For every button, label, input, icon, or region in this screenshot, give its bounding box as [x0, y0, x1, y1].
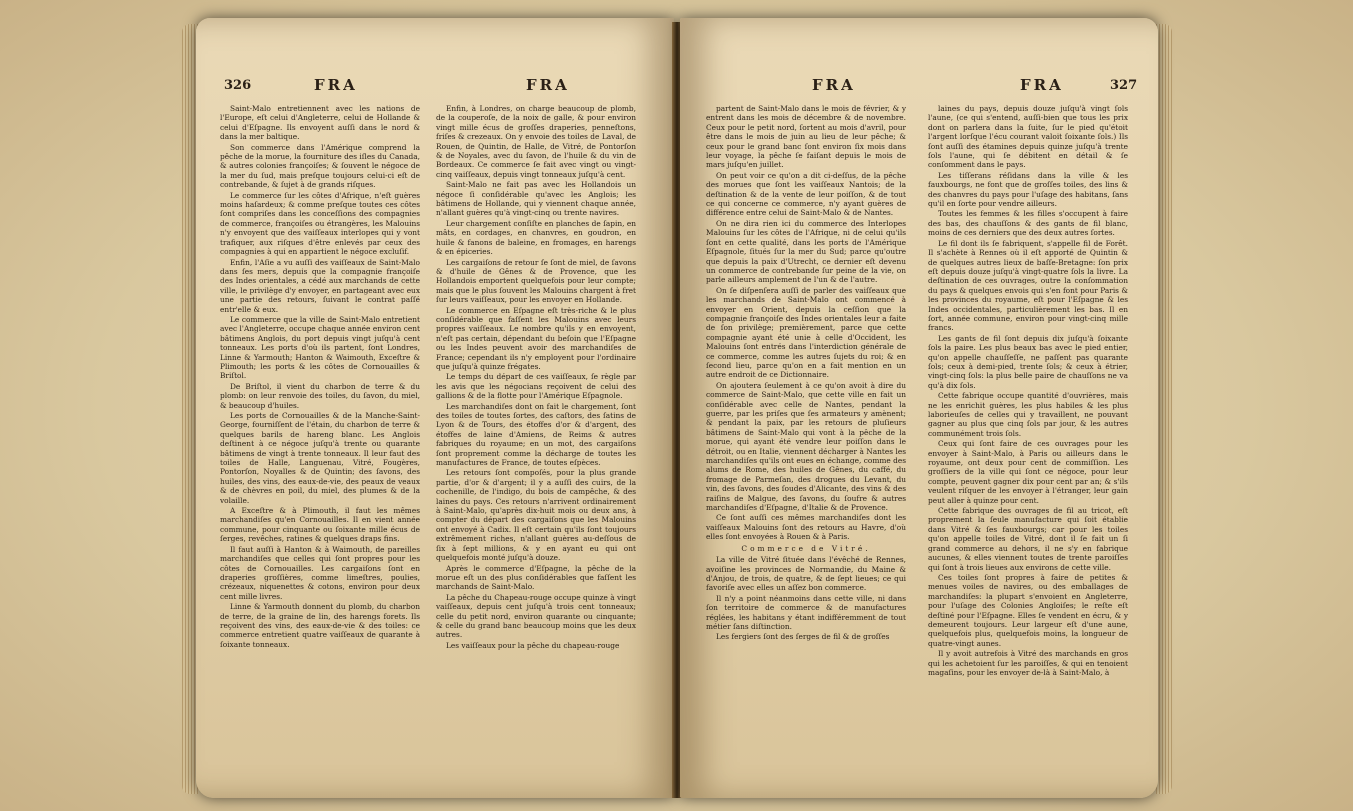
left-page [196, 18, 674, 798]
paragraph: Il n'y a point néanmoins dans cette ville, ni dans ſon territoire de commerce & de manufactures réglées, les habitans y étant indifféremment de tout métier ſans diſtinction. [706, 593, 906, 631]
paragraph: Ceux qui ſont faire de ces ouvrages pour les envoyer à Saint-Malo, à Paris ou ailleurs dans le royaume, ont deux pour cent de commiſſion. Les groſſiers de la ville qui ſont ce négoce, pour leur compte, peuvent gagner dix pour cent par an; & s'ils veulent riſquer de les envoyer à l'étranger, leur gain peut aller à quinze pour cent. [928, 439, 1128, 505]
paragraph: Les cargaiſons de retour ſe ſont de miel, de ſavons & d'huile de Gênes & de Provence, que les Hollandois emportent quelquefois pour leur compte; mais que le plus ſouvent les Malouins chargent à fret ſur leurs vaiſſeaux, pour les envoyer en Hollande. [436, 257, 636, 305]
paragraph: laines du pays, depuis douze juſqu'à vingt ſols l'aune, (ce qui s'entend, auſſi-bien que tous les prix dont on parlera dans la ſuite, ſur le pied qu'étoit l'argent lorſque l'écu courant valoit ſoixante ſols.) Ils ſont auſſi des étamines depuis quinze juſqu'à trente ſols l'aune, qui ſe débitent en détail & ſe conſomment dans le pays. [928, 104, 1128, 170]
left-header-left: FRA [314, 76, 358, 94]
section-heading: Commerce de Vitré. [741, 543, 871, 553]
paragraph: Après le commerce d'Eſpagne, la pêche de la morue eſt un des plus conſidérables que faſſent les marchands de Saint-Malo. [436, 563, 636, 592]
paragraph: Les gants de fil ſont depuis dix juſqu'à ſoixante ſols la paire. Les plus beaux bas avec le pied entier, qu'on appelle chauſſeſſe, ne paſſent pas quarante ſols; ceux à demi-pied, trente ſols; & ceux à étrier, vingt-cinq ſols: la plus belle paire de chauſſons ne va qu'à dix ſols. [928, 333, 1128, 390]
paragraph: La pêche du Chapeau-rouge occupe quinze à vingt vaiſſeaux, depuis cent juſqu'à trois cent tonneaux; celle du petit nord, environ quarante ou cinquante; & celle du grand banc beaucoup moins que les deux autres. [436, 592, 636, 640]
right-page [680, 18, 1158, 798]
paragraph: Les retours ſont compoſés, pour la plus grande partie, d'or & d'argent; il y a auſſi des cuirs, de la cochenille, de l'indigo, du bois de campêche, & des laines du pays. Ces retours n'arrivent ordinairement à Saint-Malo, qu'après dix-huit mois ou deux ans, à compter du départ des cargaiſons que les Malouins ont envoyé à Cadix. Il eſt certain qu'ils ſont toujours extrêmement riches, n'allant guères au-deſſous de ſix à ſept millions, & y en ayant eu qui ont quelquefois monté juſqu'à douze. [436, 468, 636, 563]
paragraph: Il faut auſſi à Hanton & à Waimouth, de pareilles marchandiſes que celles qui ſont propres pour les côtes de Cornouailles. Les cargaiſons ſont en draperies groſſières, comme limeſtres, poulies, crézeaux, niquenettes & cotons, environ pour deux cent mille livres. [220, 544, 420, 601]
paragraph: partent de Saint-Malo dans le mois de février, & y entrent dans les mois de décembre & de novembre. Ceux pour le petit nord, ſortent au mois d'avril, pour être dans le mois de juin au lieu de leur pêche; & ceux pour le grand banc ſont environ ſix mois dans leur voyage, la pêche ſe faiſant depuis le mois de mars juſqu'en juillet. [706, 104, 906, 170]
paragraph: Cette fabrique des ouvrages de fil au tricot, eſt proprement la ſeule manufacture qui ſoit établie dans Vitré & ſes fauxbourgs; car pour les toiles qu'on appelle toiles de Vitré, dont il ſe fait un ſi grand commerce au dehors, il ne s'y en fabrique aucunes, & elles viennent toutes de trente paroiſſes qui ſont à trois lieues aux environs de cette ville. [928, 506, 1128, 572]
paragraph: Enfin, à Londres, on charge beaucoup de plomb, de la couperoſe, de la noix de galle, & pour environ vingt mille écus de groſſes draperies, penneſtons, friſes & crezeaux. On y envoie des toiles de Laval, de Rouen, de Quintin, de Halle, de Vitré, de Pontorſon & de Noyales, avec du ſavon, de l'huile & du vin de Bordeaux. Ce commerce ſe fait avec vingt ou vingt-cinq vaiſſeaux, depuis vingt tonneaux juſqu'à cent. [436, 104, 636, 179]
left-page-column-1 [220, 104, 420, 794]
right-page-column-2 [928, 104, 1128, 794]
paragraph: Le temps du départ de ces vaiſſeaux, ſe règle par les avis que les négocians reçoivent de celui des gallions & de la flotte pour l'Amérique Eſpagnole. [436, 372, 636, 401]
paragraph: De Briſtol, il vient du charbon de terre & du plomb: on leur renvoie des toiles, du ſavon, du miel, & beaucoup d'huiles. [220, 381, 420, 410]
paragraph: Cette fabrique occupe quantité d'ouvrières, mais ne les enrichit guères, les plus habiles & les plus laborieuſes de celles qui y travaillent, ne pouvant gagner au plus que cinq ſols par jour, & les autres communément trois ſols. [928, 391, 1128, 438]
right-header-left: FRA [812, 76, 856, 94]
paragraph: Le commerce ſur les côtes d'Afrique, n'eſt guères moins haſardeux; & comme preſque toutes ces côtes ſont compriſes dans les conceſſions des compagnies de commerce, françoiſes ou étrangères, les Malouins n'y envoyent que des vaiſſeaux interlopes qui y vont trafiquer, aux riſques d'être enlevés par ceux des compagnies à qui en appartient le négoce excluſif. [220, 190, 420, 257]
paragraph: Ce ſont auſſi ces mêmes marchandiſes dont les vaiſſeaux Malouins ſont des retours au Havre, d'où elles ſont envoyées à Rouen & à Paris. [706, 513, 906, 542]
paragraph: Leur chargement conſiſte en planches de ſapin, en mâts, en cordages, en chanvres, en goudron, en huile & fanons de baleine, en fromages, en harengs & en épiceries. [436, 218, 636, 257]
paragraph: Le commerce en Eſpagne eſt très-riche & le plus conſidérable que faſſent les Malouins avec leurs propres vaiſſeaux. Le nombre qu'ils y en envoyent, n'eſt pas certain, dépendant du beſoin que l'Eſpagne ou les Indes peuvent avoir des marchandiſes de France; cependant ils n'y employent pour l'ordinaire que juſqu'à quinze frégates. [436, 305, 636, 371]
paragraph: A Exceſtre & à Plimouth, il faut les mêmes marchandiſes qu'en Cornouailles. Il en vient année commune, pour cinquante ou ſoixante mille écus de ſerges, revêches, ratines & quelques draps fins. [220, 506, 420, 544]
paragraph: On ajoutera ſeulement à ce qu'on avoit à dire du commerce de Saint-Malo, que cette ville en fait un conſidérable avec celle de Nantes, pendant la guerre, par les priſes que ſes armateurs y amènent; & pendant la paix, par les retours de pluſieurs bâtimens de Saint-Malo qui vont à la pêche de la morue, qui ayant été vendre leur poiſſon dans le détroit, ou en Italie, viennent décharger à Nantes les marchandiſes qu'ils ont eues en échange, comme des alums de Rome, des huiles de Gênes, du caffé, du fromage de Parmeſan, des drogues du Levant, du vin, des ſavons, des ſoudes d'Alicante, des vins & des raiſins de Malgue, des ſavons, du ſoufre & autres marchandiſes d'Eſpagne, d'Italie & de Provence. [706, 380, 906, 513]
paragraph: Les ports de Cornouailles & de la Manche-Saint-George, fourniſſent de l'étain, du charbon de terre & quelques barils de hareng blanc. Les Anglois deſtinent à ce négoce juſqu'à trente ou quarante bâtimens de vingt à trente tonneaux. Il leur faut des toiles de Halle, Languenau, Vitré, Fougères, Pontorſon, Noyalles & de Quintin; des ſavons, des huiles, des vins, des eaux-de-vie, des peaux de veaux & de chèvres en poil, du miel, des plumes & de la volaille. [220, 411, 420, 505]
paragraph: On ſe diſpenſera auſſi de parler des vaiſſeaux que les marchands de Saint-Malo ont commencé à envoyer en Orient, depuis la ceſſion que la compagnie françoiſe des Indes orientales leur a faite de ſon privilège; premièrement, parce que cette compagnie ayant été unie à celle d'Occident, les Malouins ſont entrés dans l'interdiction générale de ce commerce, comme les autres ſujets du roi; & en ſecond lieu, parce qu'on en a fait mention en un autre endroit de ce Dictionnaire. [706, 285, 906, 380]
paragraph: Son commerce dans l'Amérique comprend la pêche de la morue, la fourniture des iſles du Canada, & autres colonies françoiſes; & ſouvent le négoce de la mer du ſud, mais preſque toujours celui-ci eſt de contrebande, & ſujet à de grands riſques. [220, 142, 420, 190]
paragraph: Les tiſſerans réſidans dans la ville & les fauxbourgs, ne font que de groſſes toiles, des lins & des chanvres du pays pour l'uſage des habitans, ſans qu'il en ſorte pour vendre ailleurs. [928, 170, 1128, 209]
left-page-number: 326 [224, 78, 252, 93]
paragraph: Les fergiers ſont des ſerges de fil & de groſſes [716, 632, 890, 642]
paragraph: Le fil dont ils ſe fabriquent, s'appelle fil de Forêt. Il s'achète à Rennes où il eſt apporté de Quintin & de quelques autres lieux de baſſe-Bretagne: ſon prix eſt depuis douze juſqu'à vingt-quatre ſols la livre. La deſtination de ces ouvrages, outre la conſommation du pays & quelques envois qui s'en font pour Paris & les provinces du royaume, eſt pour l'Eſpagne & les Indes occidentales, particulièrement les bas. Il en ſort, année commune, environ pour vingt-cinq mille francs. [928, 238, 1128, 333]
left-page-column-2 [436, 104, 636, 794]
paragraph: Saint-Malo ne fait pas avec les Hollandois un négoce ſi conſidérable qu'avec les Anglois; les bâtimens de Hollande, qui y viennent chaque année, n'allant guères qu'à vingt-cinq ou trente navires. [436, 180, 636, 218]
right-page-edges [1156, 24, 1172, 794]
paragraph: Toutes les femmes & les filles s'occupent à faire des bas, des chauſſons & des gants de fil blanc, moins de ces derniers que des deux autres ſortes. [928, 209, 1128, 238]
right-page-column-1 [706, 104, 906, 794]
paragraph: Saint-Malo entretiennent avec les nations de l'Europe, eſt celui d'Angleterre, celui de Hollande & celui d'Eſpagne. Ils envoyent auſſi dans le nord & dans la mer baltique. [220, 104, 420, 142]
paragraph: Le commerce que la ville de Saint-Malo entretient avec l'Angleterre, occupe chaque année environ cent bâtimens Anglois, du port depuis vingt juſqu'à cent tonneaux. Les ports d'où ils partent, ſont Londres, Linne & Yarmouth; Hanton & Waimouth, Exceſtre & Plimouth; les ports & les côtes de Cornouailles & Briſtol. [220, 314, 420, 381]
paragraph: Linne & Yarmouth donnent du plomb, du charbon de terre, de la graine de lin, des harengs forets. Ils reçoivent des vins, des eaux-de-vie & des toiles: ce commerce entretient quatre vaiſſeaux de quarante à ſoixante tonneaux. [220, 602, 420, 649]
paragraph: Les vaiſſeaux pour la pêche du chapeau-rouge [446, 640, 620, 650]
paragraph: Ces toiles ſont propres à faire de petites & menues voiles de navires, ou des emballages de marchandiſes: la plupart s'envoient en Angleterre, pour l'uſage des Colonies Angloiſes; le reſte eſt deſtiné pour l'Eſpagne. Elles ſe vendent en écru, & y demeurent toujours. Leur largeur eſt d'une aune, quelquefois plus, quelquefois moins, la longueur de quatre-vingt aunes. [928, 572, 1128, 648]
right-header-right: FRA [1020, 76, 1064, 94]
paragraph: On peut voir ce qu'on a dit ci-deſſus, de la pêche des morues que ſont les vaiſſeaux Nantois; de la deſtination & de la vente de leur poiſſon, & de tout ce qui concerne ce commerce, n'y ayant guères de différence entre celui de Saint-Malo & de Nantes. [706, 170, 906, 218]
left-header-right: FRA [526, 76, 570, 94]
paragraph: La ville de Vitré ſituée dans l'évêché de Rennes, avoiſine les provinces de Normandie, du Maine & d'Anjou, de trois, de quatre, & de ſept lieues; ce qui favoriſe avec elles un aſſez bon commerce. [706, 555, 906, 593]
paragraph: On ne dira rien ici du commerce des Interlopes Malouins ſur les côtes de l'Afrique, ni de celui qu'ils ſont en cette qualité, dans les ports de l'Amérique Eſpagnole, ſitués ſur la mer du Sud; parce qu'outre que depuis la paix d'Utrecht, ce dernier eſt devenu un commerce de contrebande ſur peine de la vie, on parle ailleurs amplement de l'un & de l'autre. [706, 218, 906, 285]
paragraph: Il y avoit autrefois à Vitré des marchands en gros qui les achetoient ſur les paroiſſes, & qui en tenoient magaſins, pour les envoyer de-là à Saint-Malo, à [928, 649, 1128, 677]
paragraph: Les marchandiſes dont on fait le chargement, ſont des toiles de toutes ſortes, des caſtors, des ſatins de Lyon & de Tours, des étoffes d'or & d'argent, des étoffes de laine d'Amiens, de Reims & autres fabriques du royaume; en un mot, des cargaiſons ſont proprement comme la décharge de toutes les manufactures de France, de toutes eſpèces. [436, 401, 636, 468]
paragraph: Enfin, l'Aſie a vu auſſi des vaiſſeaux de Saint-Malo dans ſes mers, depuis que la compagnie françoiſe des Indes orientales, a cédé aux marchands de cette ville, le privilège d'y envoyer, en partageant avec eux une partie des retours, ſuivant le contrat paſſé entr'elle & eux. [220, 257, 420, 314]
right-page-number: 327 [1110, 78, 1138, 93]
